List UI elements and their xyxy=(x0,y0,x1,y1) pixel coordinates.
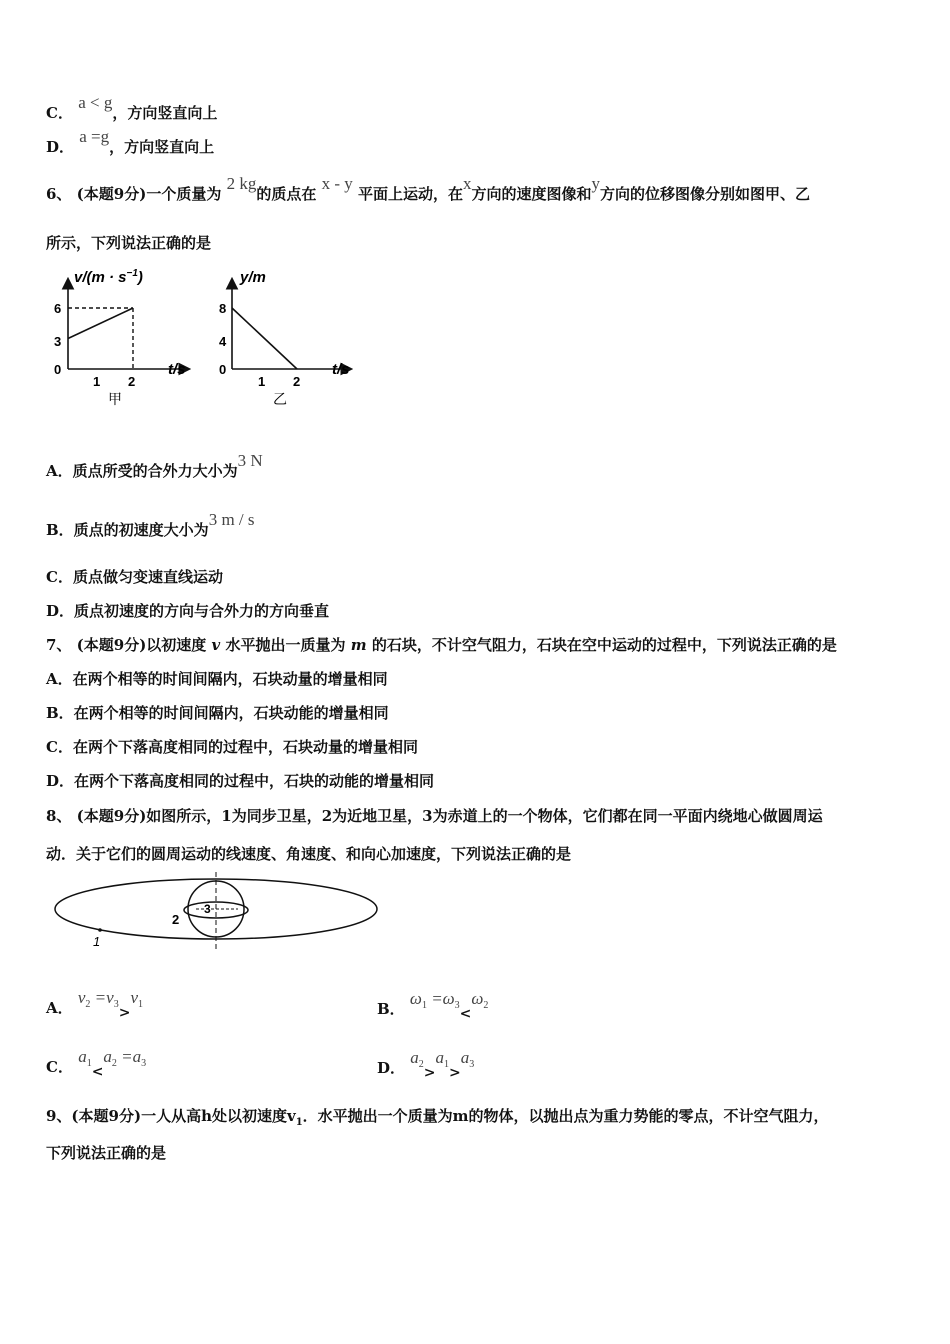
option-text: ，方向竖直向上 xyxy=(109,138,215,156)
graph-b-displacement-line xyxy=(232,308,297,369)
graph-a-caption: 甲 xyxy=(108,391,122,407)
graph-b-ylabel: y/m xyxy=(240,269,266,286)
q5-option-c xyxy=(46,93,218,123)
label-3: 3 xyxy=(204,902,211,916)
tick-label: 2 xyxy=(293,374,301,389)
q6-stem xyxy=(46,174,811,204)
q8-option-c xyxy=(46,1047,147,1080)
math-force: 3 N xyxy=(237,451,263,470)
tick-label: 0 xyxy=(219,362,227,377)
q8-option-b xyxy=(377,989,489,1022)
stem-text: ．水平抛出一个质量为m的物体，以抛出点为重力势能的零点，不计空气阻力， xyxy=(302,1107,829,1125)
option-label: D． xyxy=(46,138,75,156)
q8-orbit-figure xyxy=(46,872,386,957)
math-expression: a < g xyxy=(78,93,113,112)
math-m: m xyxy=(350,636,367,654)
q7-option-c: C．在两个下落高度相同的过程中，石块动量的增量相同 xyxy=(46,738,418,756)
satellite-1-dot xyxy=(98,928,102,932)
tick-label: 3 xyxy=(54,334,62,349)
math-mass: 2 kg xyxy=(226,174,257,193)
graph-b-xlabel: t/s xyxy=(332,361,350,378)
stem-text: 一个质量为 xyxy=(146,185,222,203)
option-text: A．质点所受的合外力大小为 xyxy=(46,462,238,480)
q6-option-a xyxy=(46,451,263,481)
comparison-operator: < xyxy=(459,1006,472,1022)
comparison-operator: > xyxy=(448,1065,461,1081)
stem-text: 水平抛出一质量为 xyxy=(225,636,346,654)
option-text: B．质点的初速度大小为 xyxy=(46,521,209,539)
q7-option-b: B．在两个相等的时间间隔内，石块动能的增量相同 xyxy=(46,704,389,722)
math-expression: $a_2$ xyxy=(410,1048,424,1070)
math-expression: a =g xyxy=(79,127,110,146)
tick-label: 8 xyxy=(219,301,227,316)
tick-label: 0 xyxy=(54,362,62,377)
option-label: C． xyxy=(46,104,73,122)
math-expression: $\omega_2$ xyxy=(471,989,489,1011)
math-speed: 3 m / s xyxy=(208,510,255,529)
math-expression: $v_1$ xyxy=(130,988,143,1010)
q9-stem xyxy=(46,1106,829,1129)
comparison-operator: > xyxy=(423,1065,436,1081)
q5-option-d xyxy=(46,127,215,157)
tick-label: 1 xyxy=(93,374,101,389)
math-expression: $a_3$ xyxy=(460,1048,475,1070)
label-1: 1 xyxy=(93,934,101,949)
stem-text: 9、(本题9分)一人从高h处以初速度v xyxy=(46,1107,296,1125)
math-expression: $v_2 =v_3$ xyxy=(77,988,119,1010)
q6-option-c: C．质点做匀变速直线运动 xyxy=(46,568,223,586)
q6-graphs xyxy=(46,262,376,412)
q6-stem-line2: 所示，下列说法正确的是 xyxy=(46,234,212,252)
q6-option-b xyxy=(46,510,255,540)
tick-label: 4 xyxy=(219,334,227,349)
stem-text: 方向的位移图像分别如图甲、乙 xyxy=(600,185,811,203)
option-text: ，方向竖直向上 xyxy=(112,104,218,122)
q6-option-d: D．质点初速度的方向与合外力的方向垂直 xyxy=(46,602,330,620)
q7-stem xyxy=(46,635,837,655)
math-y: y xyxy=(591,174,600,193)
option-label: C． xyxy=(46,1058,73,1076)
q8-stem-line2: 动．关于它们的圆周运动的线速度、角速度、和向心加速度，下列说法正确的是 xyxy=(46,845,572,863)
q8-option-a xyxy=(46,988,143,1021)
q7-option-a: A．在两个相等的时间间隔内，石块动量的增量相同 xyxy=(46,670,388,688)
graph-a-velocity-line xyxy=(68,308,133,339)
tick-label: 1 xyxy=(258,374,266,389)
option-label: D． xyxy=(377,1059,406,1077)
tick-label: 2 xyxy=(128,374,136,389)
math-expression: $a_2 =a_3$ xyxy=(103,1047,147,1069)
math-x: x xyxy=(462,174,472,193)
question-tag: (本题9分) xyxy=(76,185,147,203)
stem-text: 方向的速度图像和 xyxy=(471,185,592,203)
math-expression: $a_1$ xyxy=(78,1047,92,1069)
stem-text: 的石块，不计空气阻力，石块在空中运动的过程中，下列说法正确的是 xyxy=(371,636,837,654)
stem-text: 的质点在 xyxy=(256,185,317,203)
math-v: v xyxy=(211,636,221,654)
q8-stem: 8、 (本题9分)如图所示，1为同步卫星，2为近地卫星，3为赤道上的一个物体，它们都在同一平面内绕地心做圆周运 xyxy=(46,807,823,825)
option-label: A． xyxy=(46,999,73,1017)
stem-text: 7、 (本题9分)以初速度 xyxy=(46,636,207,654)
q8-option-d xyxy=(377,1048,475,1081)
q9-stem-line2: 下列说法正确的是 xyxy=(46,1144,167,1162)
graph-a-ylabel: $v/(m \cdot s^{-1})$ xyxy=(74,268,143,286)
comparison-operator: > xyxy=(118,1005,131,1021)
graph-a-xlabel: t/s xyxy=(168,361,186,378)
math-expression: $a_1$ xyxy=(435,1048,449,1070)
math-plane: x - y xyxy=(321,174,353,193)
comparison-operator: < xyxy=(91,1064,104,1080)
subscript: 1 xyxy=(295,1117,303,1128)
label-2: 2 xyxy=(172,912,180,927)
math-expression: $\omega_1 =\omega_3$ xyxy=(409,989,460,1011)
graph-b-caption: 乙 xyxy=(273,391,287,407)
q7-option-d: D．在两个下落高度相同的过程中，石块的动能的增量相同 xyxy=(46,772,435,790)
tick-label: 6 xyxy=(54,301,62,316)
option-label: B． xyxy=(377,1000,405,1018)
question-number: 6、 xyxy=(46,185,72,203)
stem-text: 平面上运动，在 xyxy=(357,185,463,203)
